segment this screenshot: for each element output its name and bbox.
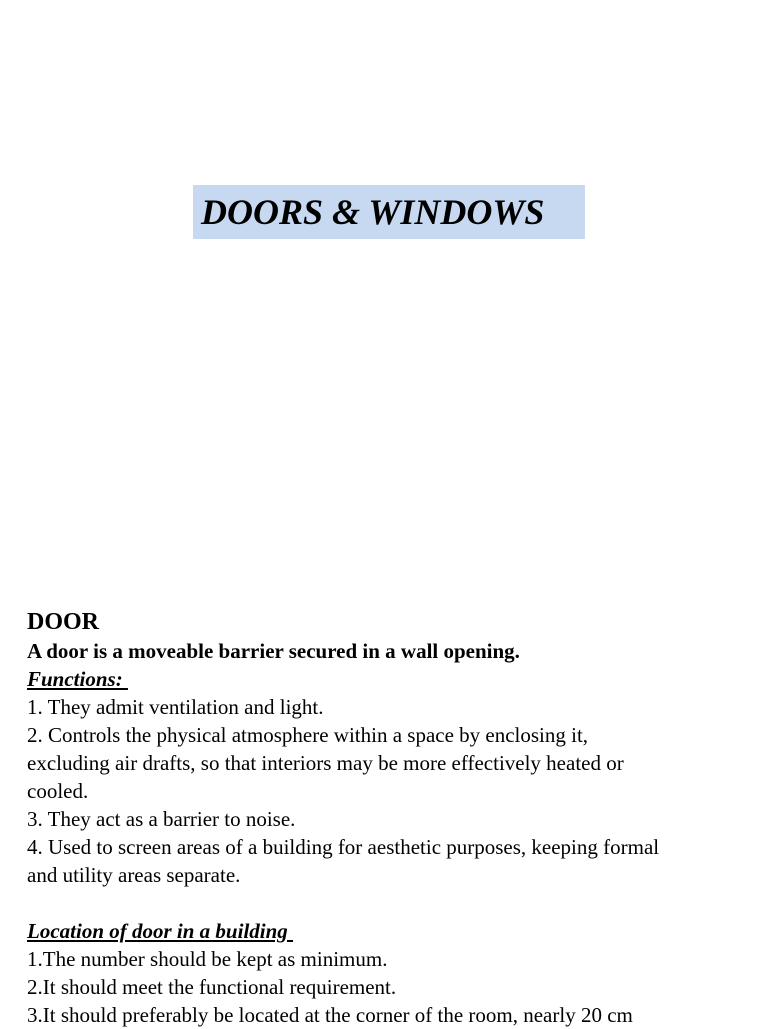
location-line: 1.The number should be kept as minimum. bbox=[27, 947, 388, 971]
function-line: cooled. bbox=[27, 779, 89, 803]
functions-heading: Functions: bbox=[27, 667, 128, 691]
paragraph-spacer bbox=[27, 889, 747, 917]
document-title: DOORS & WINDOWS bbox=[201, 192, 545, 232]
function-line: excluding air drafts, so that interiors may be more effectively heated or bbox=[27, 751, 624, 775]
location-line: 2.It should meet the functional requirement. bbox=[27, 975, 397, 999]
function-line: 3. They act as a barrier to noise. bbox=[27, 807, 296, 831]
location-heading: Location of door in a building bbox=[27, 919, 294, 943]
document-body bbox=[27, 607, 747, 1029]
function-line: 4. Used to screen areas of a building for aesthetic purposes, keeping formal bbox=[27, 835, 660, 859]
function-line: and utility areas separate. bbox=[27, 863, 241, 887]
location-line: 3.It should preferably be located at the corner of the room, nearly 20 cm bbox=[27, 1003, 633, 1027]
door-heading: DOOR bbox=[27, 609, 99, 635]
door-definition: A door is a moveable barrier secured in a wall opening. bbox=[27, 639, 520, 663]
function-line: 1. They admit ventilation and light. bbox=[27, 695, 324, 719]
title-highlight bbox=[193, 185, 585, 239]
function-line: 2. Controls the physical atmosphere within a space by enclosing it, bbox=[27, 723, 589, 747]
